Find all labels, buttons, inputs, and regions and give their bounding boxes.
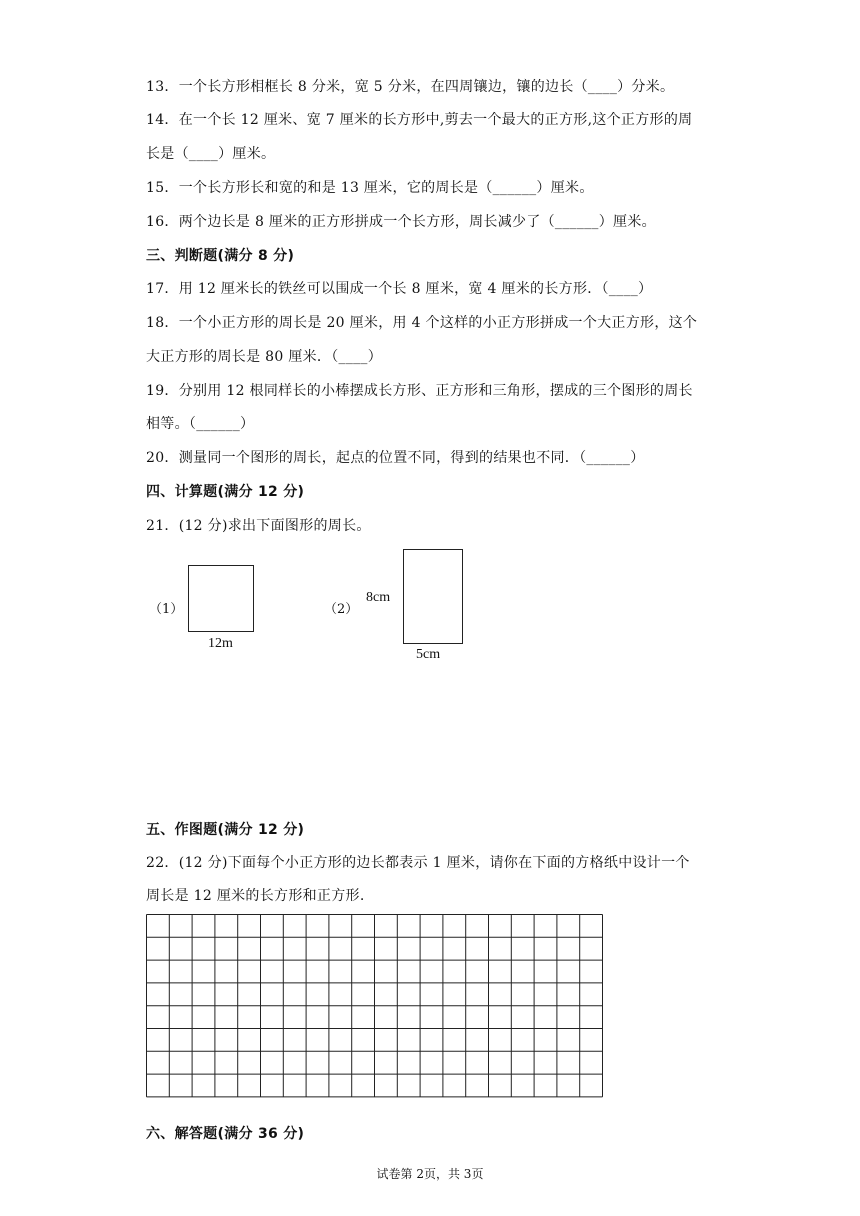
figure-1-square — [188, 565, 254, 632]
figure-1-side-length: 12m — [208, 636, 233, 651]
question-17: 17．用 12 厘米长的铁丝可以围成一个长 8 厘米，宽 4 厘米的长方形．（____） — [146, 281, 653, 297]
question-19-line2: 相等。（______） — [146, 416, 255, 432]
question-21: 21．(12 分)求出下面图形的周长。 — [146, 518, 371, 534]
question-18-line2: 大正方形的周长是 80 厘米．（____） — [146, 349, 383, 365]
section-3-heading: 三、判断题(满分 8 分) — [146, 248, 295, 264]
figure-2-rectangle — [403, 549, 463, 644]
question-13: 13．一个长方形相框长 8 分米，宽 5 分米，在四周镶边，镶的边长（____）分米。 — [146, 79, 675, 95]
question-19-line1: 19．分别用 12 根同样长的小棒摆成长方形、正方形和三角形，摆成的三个图形的周长 — [146, 383, 693, 399]
figure-1-label: （1） — [149, 602, 184, 617]
figure-2-width-label: 5cm — [416, 647, 441, 662]
section-6-heading: 六、解答题(满分 36 分) — [146, 1126, 305, 1142]
figure-2-label: （2） — [324, 602, 359, 617]
question-20: 20．测量同一个图形的周长，起点的位置不同，得到的结果也不同．（______） — [146, 450, 645, 466]
question-18-line1: 18．一个小正方形的周长是 20 厘米，用 4 个这样的小正方形拼成一个大正方形，这个 — [146, 315, 698, 331]
question-14-line1: 14．在一个长 12 厘米、宽 7 厘米的长方形中,剪去一个最大的正方形,这个正方形的周 — [146, 112, 693, 128]
figure-2-height-label: 8cm — [366, 590, 391, 605]
section-4-heading: 四、计算题(满分 12 分) — [146, 484, 305, 500]
section-5-heading: 五、作图题(满分 12 分) — [146, 822, 305, 838]
question-14-line2: 长是（____）厘米。 — [146, 146, 276, 162]
question-15: 15．一个长方形长和宽的和是 13 厘米，它的周长是（______）厘米。 — [146, 180, 594, 196]
graph-paper-grid[interactable] — [146, 914, 605, 1107]
question-22-line2: 周长是 12 厘米的长方形和正方形. — [146, 888, 365, 904]
question-16: 16．两个边长是 8 厘米的正方形拼成一个长方形，周长减少了（______）厘米。 — [146, 214, 656, 230]
question-22-line1: 22．(12 分)下面每个小正方形的边长都表示 1 厘米，请你在下面的方格纸中设计一个 — [146, 855, 690, 871]
page-footer: 试卷第 2页，共 3页 — [376, 1167, 484, 1181]
